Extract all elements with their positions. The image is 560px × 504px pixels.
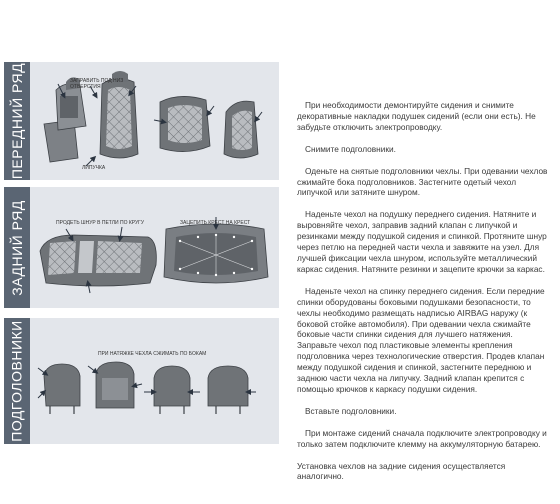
headrests-label: ПОДГОЛОВНИКИ — [9, 320, 25, 442]
headrest-cover-1 — [44, 364, 80, 414]
headrest-illustration — [30, 318, 279, 444]
rear-row-label: ЗАДНИЙ РЯД — [9, 199, 25, 296]
headrests-note-squeeze: ПРИ НАТЯЖКЕ ЧЕХЛА СЖИМАТЬ ПО БОКАМ — [98, 351, 207, 357]
front-seat-illustration — [30, 62, 279, 180]
rear-row-tab — [4, 187, 30, 308]
front-note-velcro: ЛИПУЧКА — [82, 165, 106, 171]
front-row-section — [0, 62, 285, 180]
rear-note-hooks: ЗАЦЕПИТЬ КРЕСТ НА КРЕСТ — [180, 220, 251, 226]
rear-seat-illustration — [30, 187, 279, 308]
front-seat-side-view — [224, 101, 258, 158]
front-row-label: ПЕРЕДНИЙ РЯД — [9, 62, 25, 180]
rear-row-section — [0, 187, 285, 308]
instruction-paragraph: Вставьте подголовники. — [305, 405, 397, 416]
headrests-tab — [4, 318, 30, 444]
headrests-panel — [30, 318, 279, 444]
headrest-cover-2 — [96, 362, 134, 408]
rear-bench-underside — [164, 224, 268, 283]
headrest-cover-3 — [154, 366, 190, 414]
headrests-section — [0, 318, 285, 444]
front-row-tab — [4, 62, 30, 180]
rear-bench-cover — [40, 235, 156, 286]
instructions-text — [297, 100, 550, 493]
front-row-panel — [30, 62, 279, 180]
headrest-cover-4 — [208, 366, 248, 414]
rear-row-panel — [30, 187, 279, 308]
instruction-paragraph: Оденьте на снятые подголовники чехлы. При одевании чехлов сжимайте бока подголовников. Застегните одетый чехол липучкой или затяните шнуром. — [297, 165, 548, 198]
instruction-paragraph: При необходимости демонтируйте сидения и снимите декоративные накладки подушек сидений (если они есть). Не забудьте отключить электропроводку. — [297, 100, 536, 132]
instruction-paragraph: Установка чехлов на задние сидения осуществляется аналогично. — [297, 460, 506, 482]
instruction-paragraph: Снимите подголовники. — [305, 143, 396, 154]
instruction-paragraph: При монтаже сидений сначала подключите электропроводку и только затем подключите клемму на аккумуляторную батарею. — [297, 427, 547, 449]
front-cushion-cover — [160, 96, 210, 151]
front-note-tuck-under: ЗАПРАВИТЬ ПОД НИЗ ОТВЕРСТИЯ — [70, 78, 124, 90]
instruction-paragraph: Наденьте чехол на подушку переднего сидения. Натяните и выровняйте чехол, заправив задний клапан с липучкой и резинками между подушкой сидения и спинкой. Протяните шнур через петлю на передней части чехла и завяжите на узел. Для лучшей фиксации чехла шнуром, используйте металлический каркас сидения. Натяните резинки и зацепите крючки за каркас. — [297, 209, 547, 274]
front-seat-frame — [44, 77, 86, 162]
instruction-paragraph: Наденьте чехол на спинку переднего сидения. Если передние спинки оборудованы боковыми подушками безопасности, то чехлы необходимо размещать надписью AIRBAG наружу (к боковой стойке автомобиля). При одевании чехла сжимайте боковые части спинки сидения для лучшего натяжения. Заправьте чехол под пластиковые элементы крепления подголовника через технологические отверстия. Продев клапан между подушкой сидения и спинкой, застегните переднюю и заднюю части чехла на липучку. Задний клапан крепится с помощью крючков к каркасу подушки сидения. — [297, 285, 545, 394]
rear-note-cord-loops: ПРОДЕТЬ ШНУР В ПЕТЛИ ПО КРУГУ — [56, 220, 145, 226]
